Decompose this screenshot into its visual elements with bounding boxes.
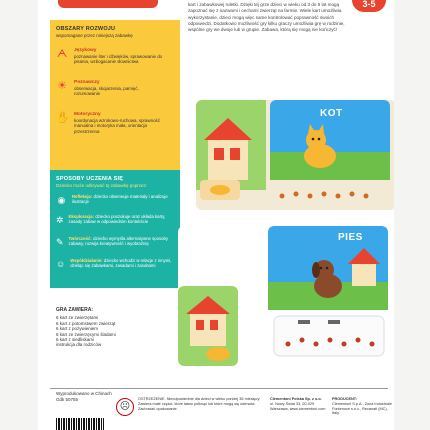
distributor-info: Clementoni Polska Sp. z o.o. ul. Nowy Świat 33, 00-029 Warszawa, www.clementoni.com	[270, 397, 326, 411]
barcode	[56, 418, 104, 430]
letters-icon: ᗅ	[56, 48, 68, 60]
palette-icon: ✎	[56, 237, 64, 247]
card-dog-label: PIES	[338, 232, 363, 243]
learning-item-cooperation: ☺ Współdziałanie: dziecko wchodzi w relacje z innymi, dzieląc się zabawkami, zasadami i zasobami	[56, 258, 172, 269]
card-dog	[178, 226, 388, 366]
made-in: Wyprodukowano w Chinach Gdk 50755	[56, 391, 112, 402]
bulb-icon: ☀	[57, 80, 67, 92]
learning-item-exploration: ✲ Eksploracja: dziecko poszukuje oraz układa karty, zasady zabaw w odpowiednim kontekście	[56, 214, 166, 225]
contents-title: GRA ZAWIERA:	[56, 307, 94, 313]
development-subtitle: wspomagane przez niniejszą zabawkę	[56, 33, 133, 38]
card-cat	[196, 100, 394, 210]
top-banner	[58, 0, 158, 8]
development-item-language: ᗅ Językowy poznawanie liter i dźwięków, sprawowanie do pisania, wzbogacanie słownictwa	[56, 48, 163, 65]
contents-item: 6 kart ze zwierzętami	[56, 315, 99, 321]
learning-panel	[50, 170, 180, 288]
contents-item: 6 kart z potomstwem zwierząt	[56, 320, 116, 326]
contents-list	[56, 308, 176, 348]
learning-item-reflection: ◉ Refleksja: dziecko obserwuje materiały i analizuje ilustracje	[57, 194, 168, 205]
card-cat-label: KOT	[320, 108, 343, 119]
producer-info: PRODUCENT: Clementoni S.p.A., Zona Industriale Fontenoce s.n.c., Recanati (MC), Italy	[332, 397, 392, 416]
learning-title: SPOSOBY UCZENIA SIĘ	[56, 176, 124, 182]
contents-item: 6 kart ze zwierzęcymi śladami	[56, 331, 116, 337]
dog-card-illustration	[178, 226, 388, 366]
development-panel	[50, 20, 180, 170]
development-item-cognitive: ☀ Poznawczy obserwacja, skojarzenia, pamięć, rozumowanie	[57, 80, 139, 97]
contents-item: 6 kart z siedliskami	[56, 337, 95, 343]
footer-divider	[50, 388, 388, 389]
safety-warning: OSTRZEŻENIE. Nieodpowiednie dla dzieci w wieku poniżej 36 miesięcy. Zawiera małe części, które łatwo połknąć lub które mogą się oderwać. Zachować opakowanie.	[138, 397, 261, 411]
box-back-panel	[38, 0, 394, 430]
development-title: OBSZARY ROZWOJU	[56, 26, 116, 32]
eye-icon: ◉	[57, 195, 66, 205]
product-description: kart i zabawkowej ruletki. Dzięki tej grze dzieci w wieku od 3 do 5 lat mogą zapoznać się z nazwami i cechami zwierząt na farmie. Wiele kart umożliwia wykorzystanie, dzieci mogą więc same kontrolować poprawność swoich odpowiedzi. Dodatkowo możliwość gry kilku graczy umożliwia grę w rodzinie, wspólne gry we dwoje lub w grupie. Zabawa, którą się mogą nie kończyć!	[188, 2, 345, 33]
hand-icon: ✋	[56, 112, 70, 124]
contents-item: 6 kart z pożywieniem	[56, 326, 99, 332]
age-badge: 3-5	[352, 0, 386, 12]
contents-item: instrukcja dla rodziców	[56, 342, 102, 348]
age-warning-icon: ☹	[116, 398, 134, 416]
development-item-motor: ✋ Motoryczny koordynacja wzrokowo-ruchowa, sprawność manualna i motoryka mała, orientacja przestrzenna	[56, 112, 160, 134]
people-icon: ☺	[56, 259, 66, 269]
compass-icon: ✲	[56, 215, 64, 225]
cat-card-illustration	[196, 100, 394, 210]
learning-item-creativity: ✎ Twórczość: dziecko wymyśla alternatywne sposoby zabawy, rozwija kreatywność i wyobraźnię	[56, 236, 169, 247]
learning-subtitle: Dziecko może odkrywać tę zabawkę poprzez:	[56, 183, 148, 188]
